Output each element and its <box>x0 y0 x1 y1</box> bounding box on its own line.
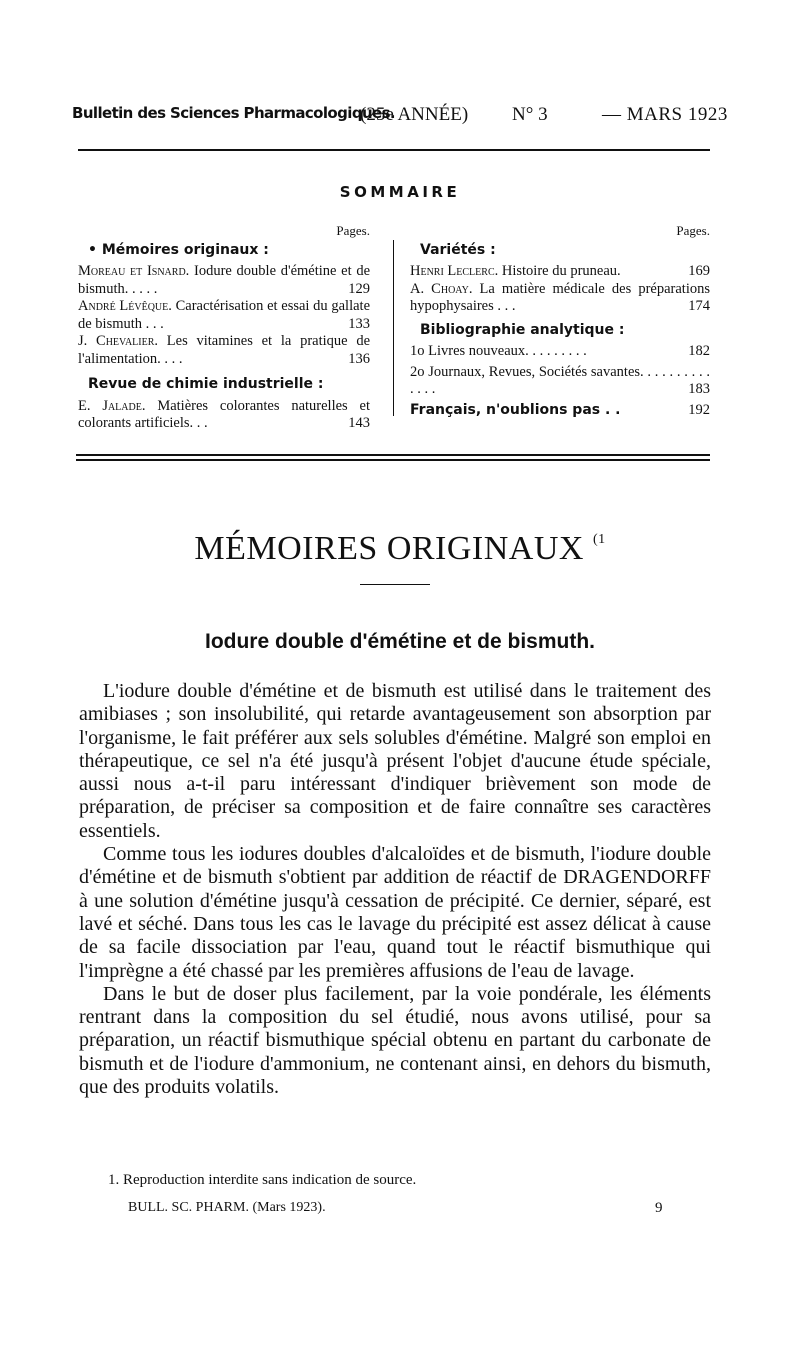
toc-page: 174 <box>688 298 710 314</box>
toc-left-column <box>78 222 370 433</box>
page-number: 9 <box>655 1200 663 1216</box>
toc-entry <box>410 263 710 281</box>
toc-entry <box>410 281 710 316</box>
section-title-text: MÉMOIRES ORIGINAUX <box>194 530 584 567</box>
toc-entry <box>78 298 370 333</box>
toc-author: A. Choay. <box>410 280 473 297</box>
toc-right-column <box>410 222 710 419</box>
toc-page: 182 <box>688 343 710 359</box>
toc-entry-text: La matière médicale des préparations hypophysaires . . . <box>410 280 710 314</box>
journal-title: Bulletin des Sciences Pharmacologiques. <box>72 104 396 122</box>
paragraph: Dans le but de doser plus facilement, par la voie pondérale, les éléments rentrant dans la composition du sel étudié, nous avons utilisé, pour sa préparation, un réactif bismuthique spécial obtenu en partant du carbonate de bismuth et de l'iodure d'ammonium, ne contenant ainsi, en dehors du bismuth, que des produits volatils. <box>79 982 711 1099</box>
toc-entry <box>410 343 710 361</box>
toc-entry-text: Matières colorantes naturelles et colorants artificiels. . . <box>78 397 370 431</box>
toc-section-heading: • Mémoires originaux : <box>88 241 269 258</box>
toc-entry-text: Les vitamines et la pratique de l'alimentation. . . . <box>78 333 371 367</box>
paragraph: L'iodure double d'émétine et de bismuth est utilisé dans le traitement des amibiases ; son insolubilité, qui retarde avantageusement son absorption par l'organisme, le fait préférer aux sels solubles d'émétine. Malgré son emploi en thérapeutique, ce sel n'a été jusqu'à présent l'objet d'aucune étude spéciale, aussi nous a-t-il paru intéressant d'indiquer brièvement son mode de préparation, de préciser sa composition et de faire connaître ses caractères essentiels. <box>79 680 711 842</box>
footnote: 1. Reproduction interdite sans indication de source. <box>108 1172 417 1188</box>
issue-number: N° 3 <box>512 104 548 125</box>
toc-author: J. Chevalier. <box>78 333 159 349</box>
double-rule-bottom <box>76 459 710 461</box>
toc-section-heading: Bibliographie analytique : <box>420 321 625 338</box>
title-rule <box>360 584 430 585</box>
issue-date: — MARS 1923 <box>602 104 728 125</box>
section-title <box>0 530 800 568</box>
pages-label: Pages. <box>336 223 370 238</box>
footnote-marker: (1 <box>592 532 606 547</box>
toc-entry <box>78 398 370 433</box>
toc-entry <box>410 402 710 420</box>
toc-page: 136 <box>348 350 370 367</box>
toc-section-heading: Variétés : <box>420 241 496 258</box>
pages-label: Pages. <box>676 223 710 238</box>
toc-page: 129 <box>348 280 370 297</box>
footer-citation: BULL. SC. PHARM. (Mars 1923). <box>128 1200 326 1215</box>
toc-entry-text: Histoire du pruneau. <box>501 263 621 279</box>
year-label: (25e ANNÉE) <box>360 104 469 125</box>
toc-entry-text: Caractérisation et essai du gallate de bismuth . . . <box>78 298 371 332</box>
toc-entry <box>78 263 370 298</box>
header-rule <box>78 149 710 151</box>
toc-entry <box>78 333 370 368</box>
toc-author: Henri Leclerc. <box>410 263 499 279</box>
sommaire-title: SOMMAIRE <box>339 183 461 201</box>
toc-entry-text: Iodure double d'émétine et de bismuth. . . . . <box>78 263 370 297</box>
toc-entry-text: 2o Journaux, Revues, Sociétés savantes. . . . . . . . . . . . . . <box>410 363 710 397</box>
toc-page: 183 <box>688 381 710 397</box>
toc-entry-text: 1o Livres nouveaux. . . . . . . . . <box>410 343 587 359</box>
toc-page: 133 <box>348 315 370 332</box>
double-rule-top <box>76 454 710 456</box>
page-footer <box>128 1200 668 1216</box>
toc-author: Moreau et Isnard. <box>78 263 190 279</box>
toc-page: 143 <box>348 415 370 431</box>
toc-column-divider <box>393 240 394 416</box>
running-header <box>72 104 728 134</box>
toc-entry <box>410 364 710 399</box>
paragraph: Comme tous les iodures doubles d'alcaloïdes et de bismuth, l'iodure double d'émétine et de bismuth s'obtient par addition de réactif de DRAGENDORFF à une solution d'émétine jusqu'à cessation de précipité. Ce dernier, séparé, est lavé et séché. Dans tous les cas le lavage du précipité est assez délicat à cause de sa facile dissociation par l'eau, quand tout le réactif bismuthique qui l'imprègne a été chassé par les premières affusions de l'eau de lavage. <box>79 843 711 982</box>
toc-author: André Lévêque. <box>78 298 172 314</box>
toc-page: 169 <box>688 263 710 279</box>
toc-page: 192 <box>688 401 710 418</box>
toc-author: E. Jalade. <box>78 397 146 414</box>
toc-entry-text: Français, n'oublions pas . . <box>410 401 621 418</box>
article-title: Iodure double d'émétine et de bismuth. <box>204 630 596 653</box>
toc-section-heading: Revue de chimie industrielle : <box>88 376 324 392</box>
article-body <box>79 680 711 1099</box>
